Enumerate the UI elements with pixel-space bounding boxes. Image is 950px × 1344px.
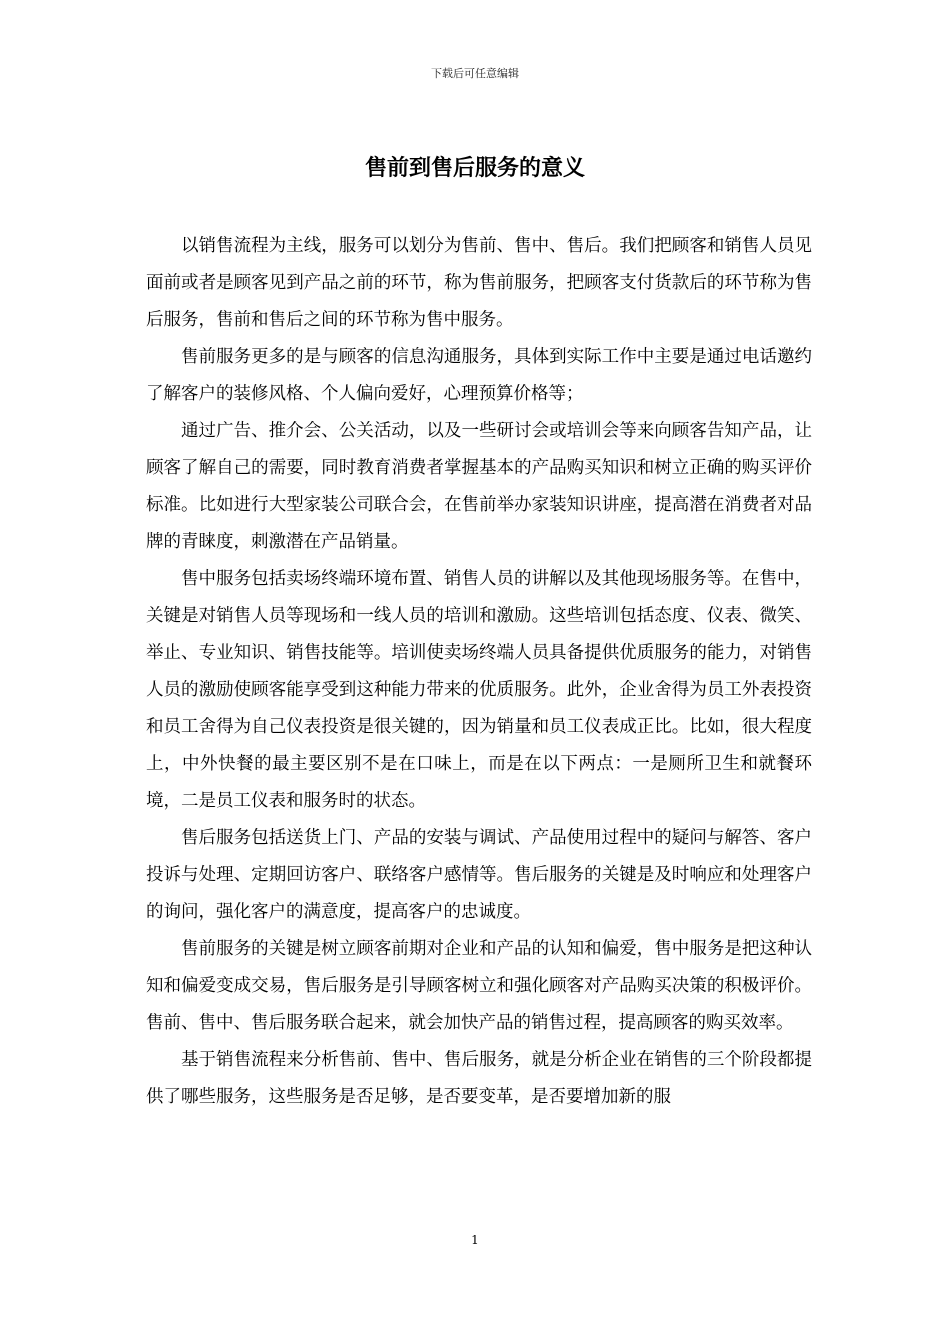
document-body: [146, 228, 812, 1116]
paragraph: 售前服务的关键是树立顾客前期对企业和产品的认知和偏爱，售中服务是把这种认知和偏爱变成交易，售后服务是引导顾客树立和强化顾客对产品购买决策的积极评价。售前、售中、售后服务联合起来，就会加快产品的销售过程，提高顾客的购买效率。: [146, 939, 812, 1033]
paragraph: 以销售流程为主线，服务可以划分为售前、售中、售后。我们把顾客和销售人员见面前或者是顾客见到产品之前的环节，称为售前服务，把顾客支付货款后的环节称为售后服务，售前和售后之间的环节称为售中服务。: [146, 236, 812, 330]
header-note: 下载后可任意编辑: [431, 67, 519, 80]
paragraph: 售中服务包括卖场终端环境布置、销售人员的讲解以及其他现场服务等。在售中，关键是对销售人员等现场和一线人员的培训和激励。这些培训包括态度、仪表、微笑、举止、专业知识、销售技能等。培训使卖场终端人员具备提供优质服务的能力，对销售人员的激励使顾客能享受到这种能力带来的优质服务。此外，企业舍得为员工外表投资和员工舍得为自己仪表投资是很关键的，因为销量和员工仪表成正比。比如，很大程度上，中外快餐的最主要区别不是在口味上，而是在以下两点：一是厕所卫生和就餐环境，二是员工仪表和服务时的状态。: [146, 569, 812, 811]
paragraph: 售后服务包括送货上门、产品的安装与调试、产品使用过程中的疑问与解答、客户投诉与处理、定期回访客户、联络客户感情等。售后服务的关键是及时响应和处理客户的询问，强化客户的满意度，提高客户的忠诚度。: [146, 828, 812, 922]
document-title: 售前到售后服务的意义: [364, 155, 585, 181]
paragraph: 基于销售流程来分析售前、售中、售后服务，就是分析企业在销售的三个阶段都提供了哪些服务，这些服务是否足够，是否要变革，是否要增加新的服: [146, 1050, 812, 1107]
paragraph: 售前服务更多的是与顾客的信息沟通服务，具体到实际工作中主要是通过电话邀约了解客户的装修风格、个人偏向爱好，心理预算价格等；: [146, 347, 812, 404]
page-number: 1: [471, 1233, 479, 1247]
paragraph: 通过广告、推介会、公关活动，以及一些研讨会或培训会等来向顾客告知产品，让顾客了解自己的需要，同时教育消费者掌握基本的产品购买知识和树立正确的购买评价标准。比如进行大型家装公司联合会，在售前举办家装知识讲座，提高潜在消费者对品牌的青睐度，刺激潜在产品销量。: [146, 421, 812, 552]
